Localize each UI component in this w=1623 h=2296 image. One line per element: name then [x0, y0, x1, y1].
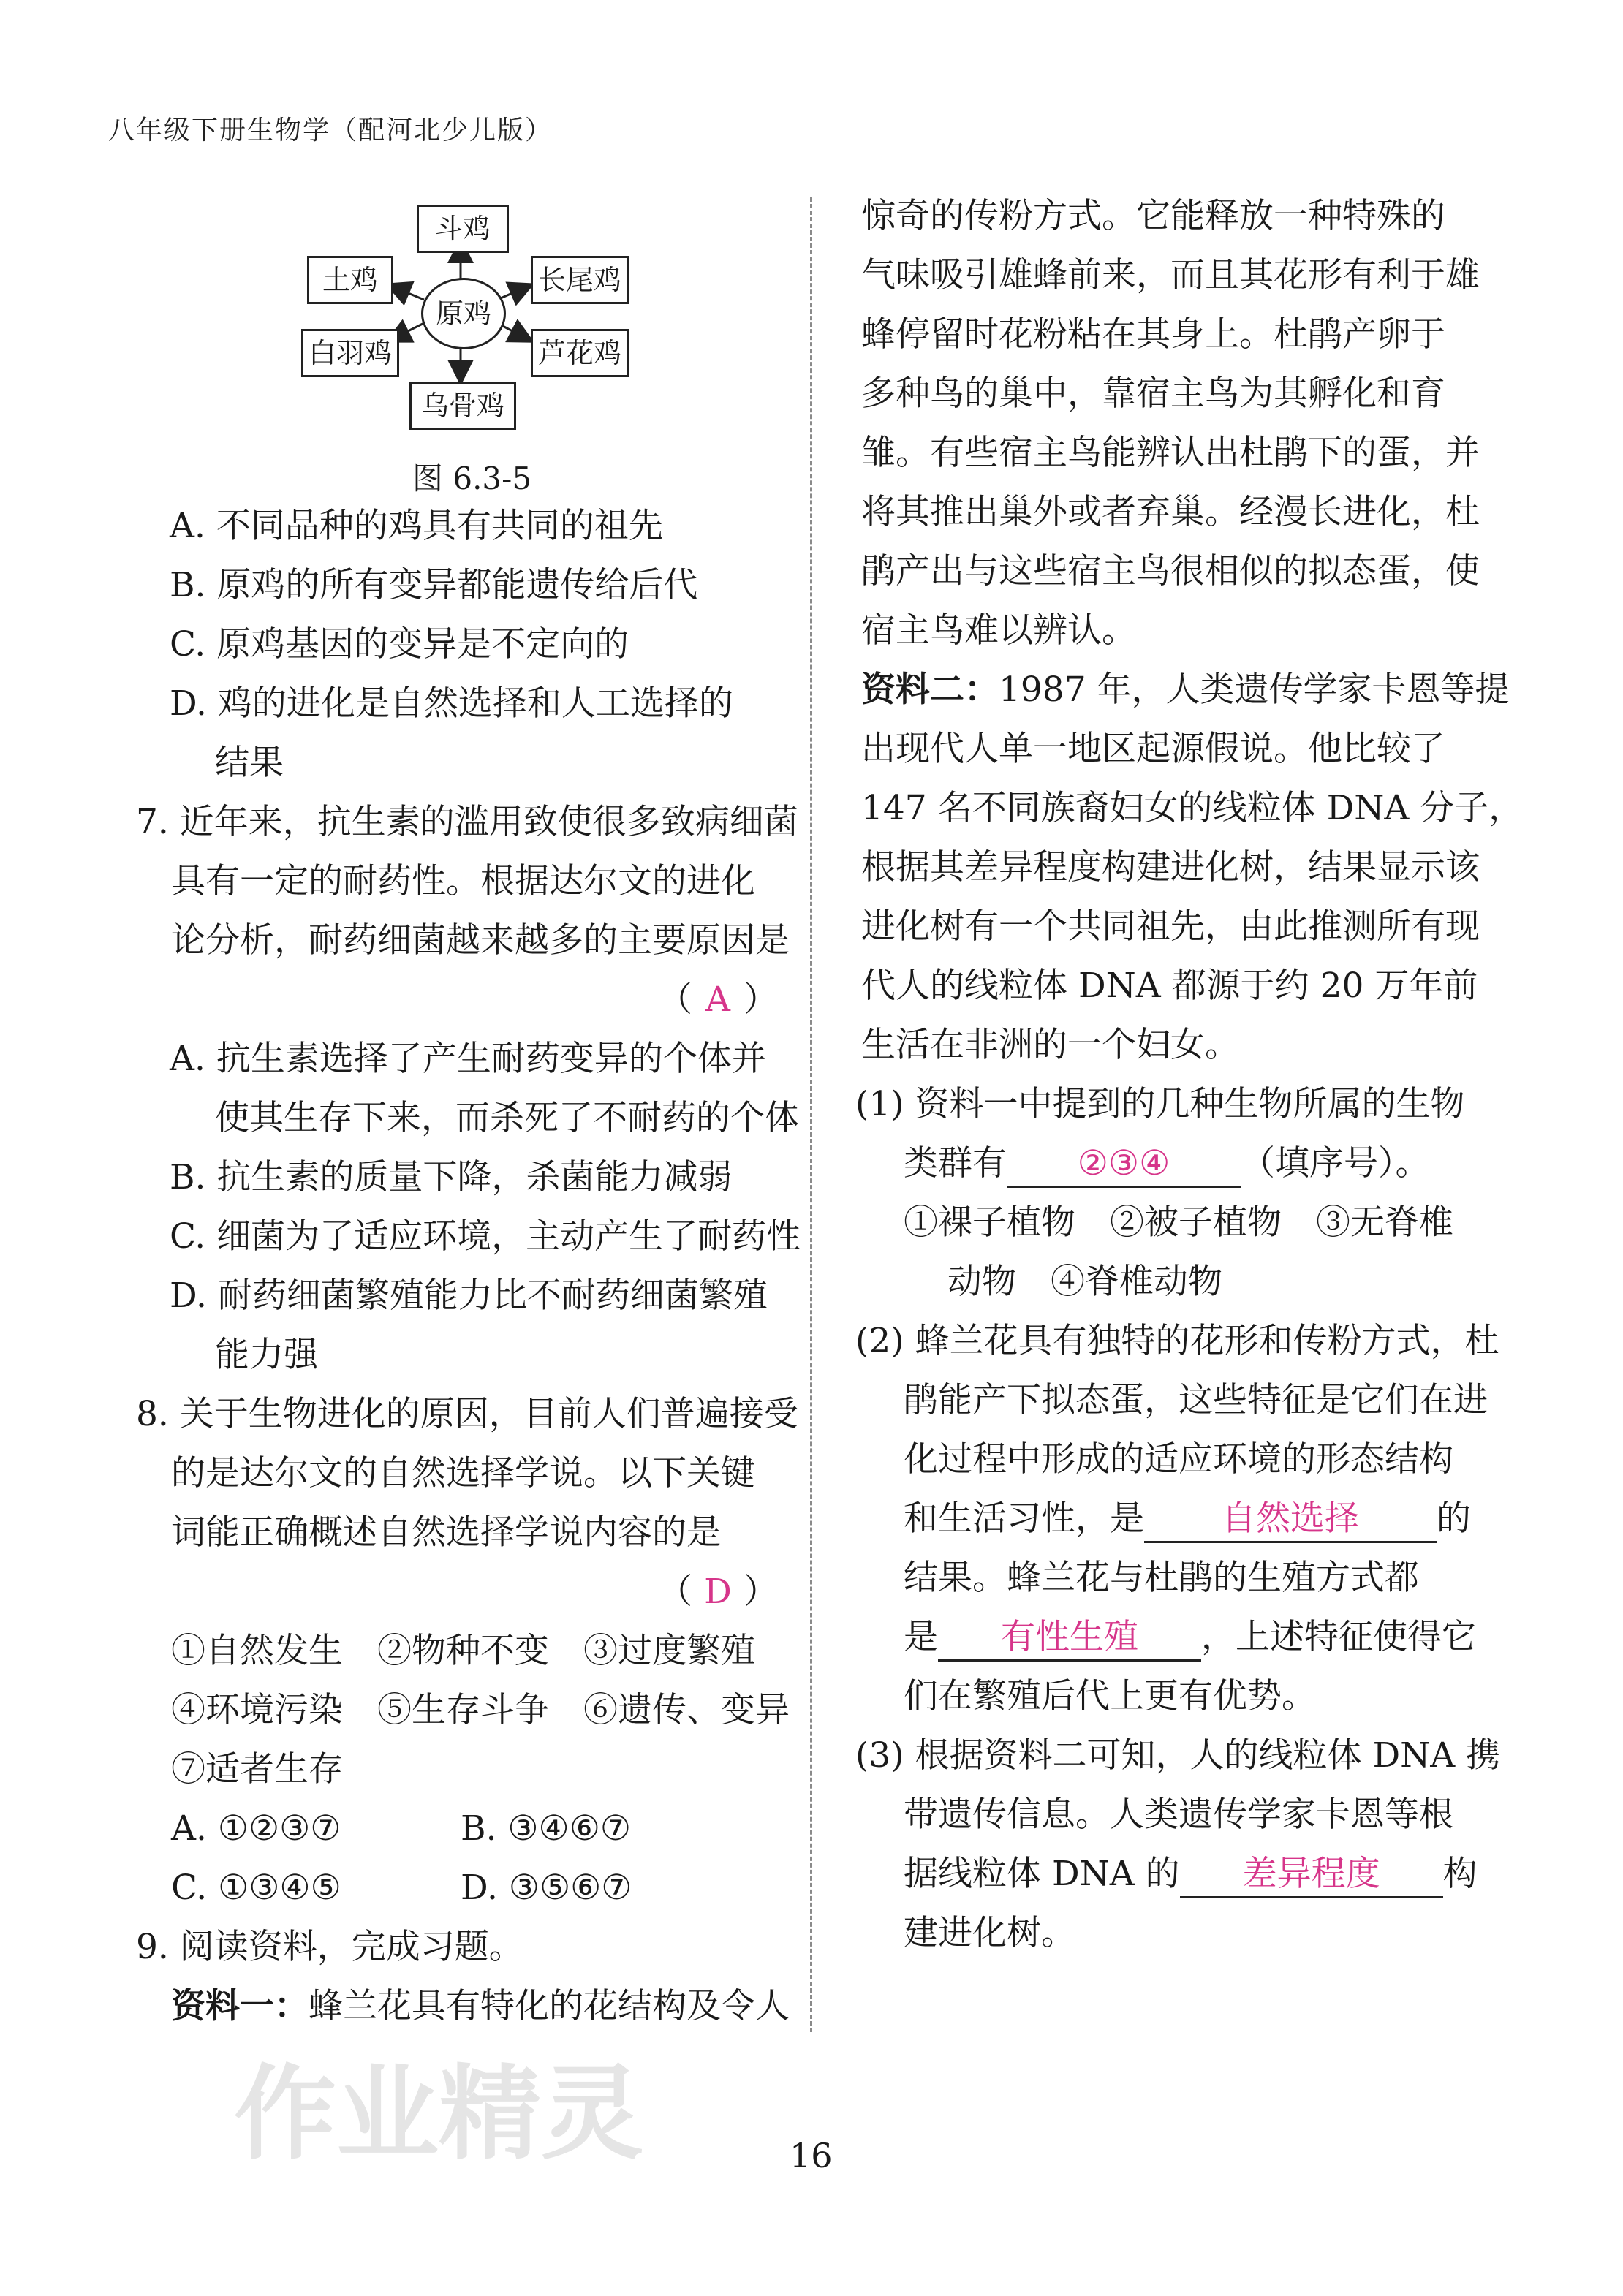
material2-label: 资料二： — [861, 670, 999, 710]
q9-sub2-answer-2: 有性生殖 — [938, 1615, 1201, 1662]
figure-node-bottom: 乌骨鸡 — [409, 382, 516, 430]
q9-sub3-line: 带遗传信息。人类遗传学家卡恩等根 — [904, 1795, 1453, 1835]
q9-sub2-pre: 和生活习性，是 — [904, 1499, 1144, 1539]
q7-option-d: D. 耐药细菌繁殖能力比不耐药细菌繁殖 — [170, 1276, 768, 1316]
q9-sub1-blank-line — [904, 1142, 1430, 1188]
q7-option-d-cont: 能力强 — [215, 1335, 318, 1375]
figure-caption: 图 6.3-5 — [412, 461, 532, 496]
q9-sub2-pre: 是 — [904, 1617, 938, 1657]
column-divider — [810, 197, 812, 2032]
figure-center-node: 原鸡 — [421, 278, 506, 349]
q8-answer: D — [704, 1572, 732, 1612]
q7-option-a-cont: 使其生存下来，而杀死了不耐药的个体 — [215, 1098, 799, 1138]
q9-material2-first-line — [861, 668, 1510, 712]
q8-stem-line: 8. 关于生物进化的原因，目前人们普遍接受 — [136, 1394, 798, 1434]
material1-line: 蜂停留时花粉粘在其身上。杜鹃产卵于 — [861, 314, 1445, 355]
material1-text: 蜂兰花具有特化的花结构及令人 — [309, 1986, 790, 2026]
q9-sub3-line: 建进化树。 — [904, 1913, 1075, 1953]
q9-sub3-blank-line — [904, 1852, 1478, 1898]
q8-option-a: A. ①②③⑦ — [171, 1808, 341, 1849]
figure-node-top: 斗鸡 — [417, 205, 509, 253]
q8-items: ⑦适者生存 — [171, 1749, 343, 1789]
q6-option-a: A. 不同品种的鸡具有共同的祖先 — [170, 506, 663, 546]
material2-line: 147 名不同族裔妇女的线粒体 DNA 分子， — [861, 788, 1524, 828]
q9-sub1-pre: 类群有 — [904, 1143, 1007, 1183]
q7-stem-line: 论分析，耐药细菌越来越多的主要原因是 — [171, 920, 790, 961]
material1-line: 雏。有些宿主鸟能辨认出杜鹃下的蛋，并 — [861, 433, 1480, 473]
q9-sub2-post: ，上述特征使得它 — [1201, 1617, 1476, 1657]
q6-option-b: B. 原鸡的所有变异都能遗传给后代 — [170, 565, 698, 605]
q7-option-b: B. 抗生素的质量下降，杀菌能力减弱 — [170, 1157, 733, 1197]
q9-sub3-post: 构 — [1442, 1854, 1478, 1894]
q8-stem-line: 的是达尔文的自然选择学说。以下关键 — [171, 1453, 755, 1493]
q9-sub2-blank-line — [904, 1497, 1471, 1543]
q9-sub2-answer-1: 自然选择 — [1144, 1497, 1437, 1543]
page-number: 16 — [790, 2136, 833, 2175]
figure-node-left-top: 土鸡 — [307, 256, 393, 304]
figure-node-right-bottom: 芦花鸡 — [531, 329, 629, 377]
q8-option-b: B. ③④⑥⑦ — [461, 1808, 631, 1849]
figure-node-right-top: 长尾鸡 — [531, 256, 629, 304]
q9-sub3-answer: 差异程度 — [1180, 1852, 1443, 1898]
paren-open: （ — [658, 980, 692, 1020]
q7-answer: A — [705, 980, 730, 1020]
paren-close: ） — [744, 1572, 778, 1612]
paren-open: （ — [658, 1572, 692, 1612]
q9-sub2-line: 结果。蜂兰花与杜鹃的生殖方式都 — [904, 1558, 1419, 1598]
material2-line: 进化树有一个共同祖先，由此推测所有现 — [861, 906, 1480, 947]
q8-items: ①自然发生 ②物种不变 ③过度繁殖 — [171, 1631, 755, 1671]
q9-sub1-options: 动物 ④脊椎动物 — [947, 1262, 1222, 1302]
material1-line: 惊奇的传粉方式。它能释放一种特殊的 — [861, 196, 1445, 236]
page-header: 八年级下册生物学（配河北少儿版） — [108, 115, 553, 145]
q7-stem-line: 7. 近年来，抗生素的滥用致使很多致病细菌 — [136, 802, 798, 842]
q8-stem-line: 词能正确概述自然选择学说内容的是 — [171, 1512, 721, 1553]
q6-option-d-cont: 结果 — [215, 743, 284, 783]
q9-material1-first-line — [171, 1985, 790, 2028]
q9-sub1-line: (1) 资料一中提到的几种生物所属的生物 — [855, 1084, 1465, 1124]
material2-line: 代人的线粒体 DNA 都源于约 20 万年前 — [861, 966, 1478, 1006]
q9-sub2-blank-line — [904, 1615, 1476, 1662]
q9-title: 9. 阅读资料，完成习题。 — [136, 1927, 523, 1967]
paren-close: ） — [744, 980, 778, 1020]
figure-node-left-bottom: 白羽鸡 — [301, 329, 399, 377]
q9-sub2-line: 鹃能产下拟态蛋，这些特征是它们在进 — [904, 1380, 1488, 1420]
q8-option-c: C. ①③④⑤ — [171, 1868, 341, 1908]
q9-sub3-pre: 据线粒体 DNA 的 — [904, 1854, 1180, 1894]
material1-line: 鹃产出与这些宿主鸟很相似的拟态蛋，使 — [861, 551, 1480, 591]
q7-answer-paren — [658, 978, 778, 1022]
material1-line: 多种鸟的巢中，靠宿主鸟为其孵化和育 — [861, 374, 1445, 414]
material2-line: 根据其差异程度构建进化树，结果显示该 — [861, 847, 1480, 887]
q8-option-d: D. ③⑤⑥⑦ — [461, 1868, 632, 1908]
material2-line: 生活在非洲的一个妇女。 — [861, 1025, 1239, 1065]
q9-sub1-post: （填序号）。 — [1241, 1143, 1430, 1183]
q8-answer-paren — [658, 1570, 778, 1614]
q7-option-a: A. 抗生素选择了产生耐药变异的个体并 — [170, 1039, 766, 1079]
q9-sub3-line: (3) 根据资料二可知，人的线粒体 DNA 携 — [855, 1735, 1501, 1776]
q8-items: ④环境污染 ⑤生存斗争 ⑥遗传、变异 — [171, 1690, 790, 1730]
material1-line: 气味吸引雄蜂前来，而且其花形有利于雄 — [861, 255, 1480, 295]
q9-sub1-answer: ②③④ — [1007, 1142, 1241, 1188]
material1-label: 资料一： — [171, 1986, 309, 2026]
q9-sub1-options: ①裸子植物 ②被子植物 ③无脊椎 — [904, 1202, 1453, 1243]
q7-option-c: C. 细菌为了适应环境，主动产生了耐药性 — [170, 1216, 801, 1257]
q6-option-d: D. 鸡的进化是自然选择和人工选择的 — [170, 683, 733, 724]
material2-text: 1987 年，人类遗传学家卡恩等提 — [999, 670, 1510, 710]
q7-stem-line: 具有一定的耐药性。根据达尔文的进化 — [171, 861, 755, 901]
material1-line: 将其推出巢外或者弃巢。经漫长进化，杜 — [861, 492, 1480, 532]
q9-sub2-line: (2) 蜂兰花具有独特的花形和传粉方式，杜 — [855, 1321, 1499, 1361]
q9-sub2-line: 化过程中形成的适应环境的形态结构 — [904, 1439, 1453, 1479]
q9-sub2-post: 的 — [1437, 1499, 1471, 1539]
watermark-logo: 作业精灵 — [234, 2055, 644, 2174]
material1-line: 宿主鸟难以辨认。 — [861, 610, 1136, 651]
arrow-right-top — [497, 285, 531, 300]
material2-line: 出现代人单一地区起源假说。他比较了 — [861, 729, 1445, 769]
arrow-left-top — [389, 285, 424, 300]
q9-sub2-line: 们在繁殖后代上更有优势。 — [904, 1676, 1316, 1716]
q6-option-c: C. 原鸡基因的变异是不定向的 — [170, 624, 629, 664]
